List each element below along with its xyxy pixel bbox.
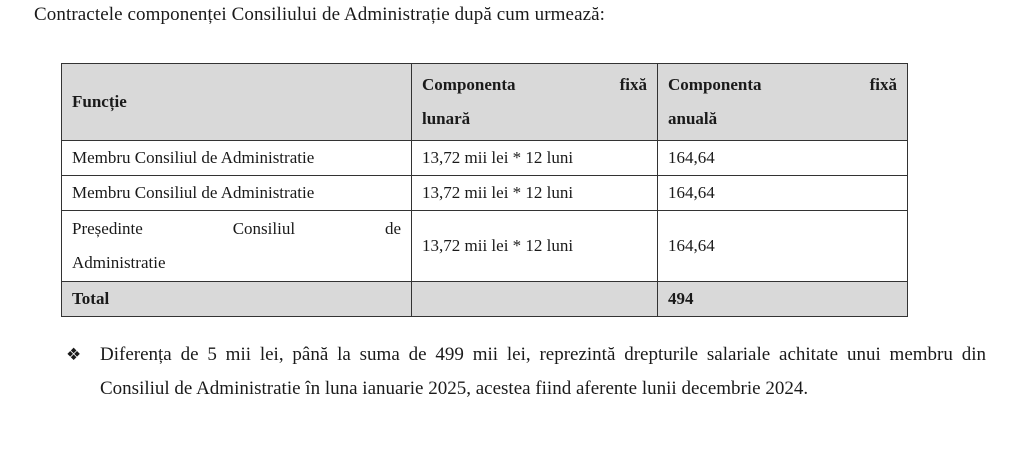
cell-function: Membru Consiliul de Administratie [62, 176, 412, 211]
cell-annual: 164,64 [658, 141, 908, 176]
total-label: Total [62, 282, 412, 317]
header-annual [658, 64, 908, 141]
cell-function-line2: Administratie [72, 253, 166, 272]
note-paragraph [66, 338, 986, 406]
header-monthly-line1: Componenta fixă [422, 75, 647, 94]
table-row [62, 176, 908, 211]
total-monthly [412, 282, 658, 317]
table-row [62, 141, 908, 176]
cell-monthly: 13,72 mii lei * 12 luni [412, 176, 658, 211]
header-monthly [412, 64, 658, 141]
cell-monthly: 13,72 mii lei * 12 luni [412, 211, 658, 282]
intro-text: Contractele componenței Consiliului de Administrație după cum urmează: [34, 4, 606, 25]
cell-function: Membru Consiliul de Administratie [62, 141, 412, 176]
table-total-row [62, 282, 908, 317]
cell-annual: 164,64 [658, 176, 908, 211]
table-row [62, 211, 908, 282]
board-contracts-table [61, 63, 908, 317]
diamond-bullet-icon: ❖ [66, 345, 82, 365]
note-text: Diferența de 5 mii lei, până la suma de 499 mii lei, reprezintă drepturile salariale achitate unui membru din Consiliul de Administratie în luna ianuarie 2025, acestea fiind aferente lunii decembrie 2024. [100, 344, 986, 399]
cell-monthly: 13,72 mii lei * 12 luni [412, 141, 658, 176]
cell-annual: 164,64 [658, 211, 908, 282]
header-annual-line1: Componenta fixă [668, 75, 897, 94]
cell-function [62, 211, 412, 282]
header-monthly-line2: lunară [422, 109, 471, 128]
header-annual-line2: anuală [668, 109, 718, 128]
cell-function-line1: Președinte Consiliul de [72, 219, 401, 238]
total-annual: 494 [658, 282, 908, 317]
table-header-row [62, 64, 908, 141]
header-function: Funcție [62, 64, 412, 141]
